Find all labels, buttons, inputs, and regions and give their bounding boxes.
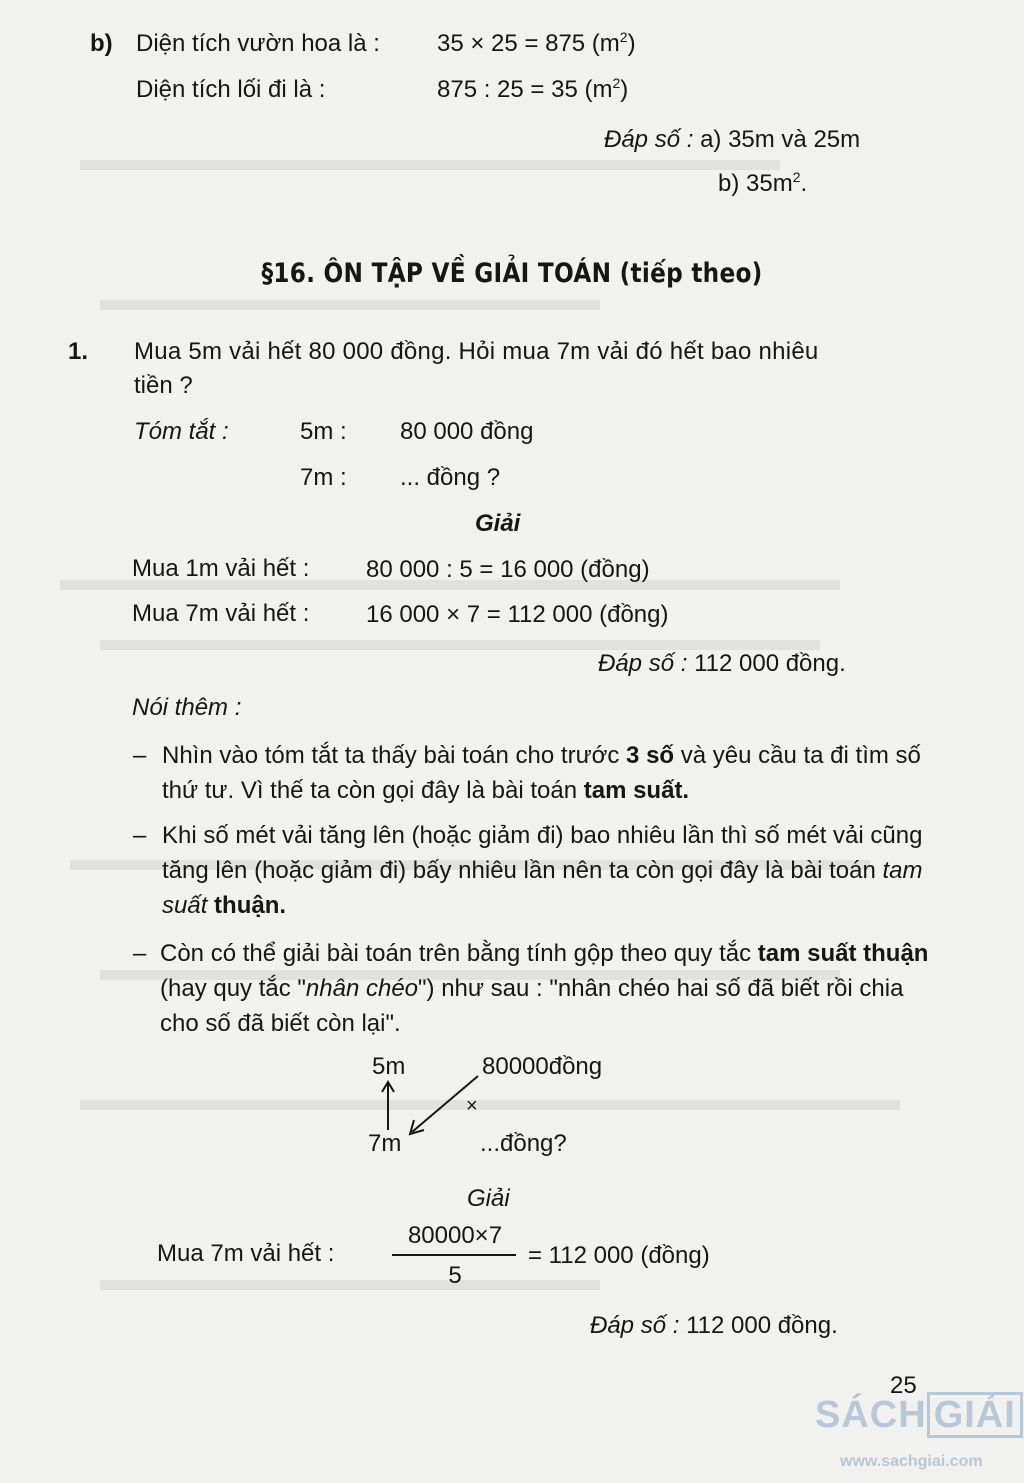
fraction-numerator: 80000×7: [407, 1222, 503, 1249]
diagram-cross-sign: ×: [466, 1095, 478, 1117]
fraction-denominator: 5: [448, 1262, 462, 1289]
flower-area-label: Diện tích vườn hoa là :: [136, 30, 380, 57]
prev-answer-a: Đáp số : a) 35m và 25m: [604, 126, 861, 153]
note3-dash: –: [133, 940, 147, 967]
fraction-bar: [392, 1254, 516, 1256]
summary-row1-right: 80 000 đồng: [400, 418, 534, 445]
path-area-expression: 875 : 25 = 35 $(m^2)$: [437, 75, 629, 103]
note2-dash: –: [133, 822, 147, 849]
note1-text: Nhìn vào tóm tắt ta thấy bài toán cho trước 3 số và yêu cầu ta đi tìm số thứ tư. Vì thế ta còn gọi đây là bài toán tam suất.: [162, 742, 921, 804]
problem-number: 1.: [68, 338, 89, 365]
summary-row1-left: 5m :: [300, 418, 347, 445]
flower-area-expression: 35 × 25 = 875 $(m^2)$: [437, 29, 636, 57]
summary-label: Tóm tắt :: [134, 418, 229, 445]
note2-text: Khi số mét vải tăng lên (hoặc giảm đi) bao nhiêu lần thì số mét vải cũng tăng lên (hoặc giảm đi) bấy nhiêu lần nên ta còn gọi đây là bài toán tam suất thuận.: [162, 822, 923, 919]
note3-text: Còn có thể giải bài toán trên bằng tính gộp theo quy tắc tam suất thuận (hay quy tắc "nhân chéo") như sau : "nhân chéo hai số đã biết rồi chia cho số đã biết còn lại".: [160, 940, 929, 1037]
part-b-label: b): [90, 30, 113, 57]
problem-question-line1: Mua 5m vải hết 80 000 đồng. Hỏi mua 7m vải đó hết bao nhiêu: [134, 338, 819, 365]
logo-url: www.sachgiai.com: [840, 1453, 983, 1470]
path-area-label: Diện tích lối đi là :: [136, 76, 326, 103]
solution-heading: Giải: [475, 510, 521, 537]
step1-expression: 80 000 : 5 = 16 000 (đồng): [366, 556, 650, 583]
diagram-bottom-right: ...đồng?: [480, 1130, 567, 1157]
diagram-top-right: 80000đồng: [482, 1053, 603, 1080]
problem-question-line2: tiền ?: [134, 372, 193, 399]
page-number: 25: [890, 1372, 917, 1399]
step2-expression: 16 000 × 7 = 112 000 (đồng): [366, 601, 669, 628]
problem1-answer: Đáp số : 112 000 đồng.: [598, 650, 846, 677]
section-title: §16. ÔN TẬP VỀ GIẢI TOÁN (tiếp theo): [261, 258, 763, 289]
summary-row2-left: 7m :: [300, 464, 347, 491]
notes-label: Nói thêm :: [132, 694, 242, 721]
solution2-answer: Đáp số : 112 000 đồng.: [590, 1312, 838, 1339]
diagram-top-left: 5m: [372, 1053, 406, 1080]
solution2-result: = 112 000 (đồng): [528, 1242, 710, 1269]
diagram-bottom-left: 7m: [368, 1130, 402, 1157]
summary-row2-right: ... đồng ?: [400, 464, 501, 491]
solution2-label: Mua 7m vải hết :: [157, 1240, 335, 1267]
note1-dash: –: [133, 742, 147, 769]
step1-label: Mua 1m vải hết :: [132, 555, 310, 582]
prev-answer-b: b) $35m^2$.: [718, 169, 808, 197]
sachgiai-logo: SÁCH GIẢI: [815, 1392, 1023, 1439]
diagram-arrows: [370, 1070, 490, 1140]
step2-label: Mua 7m vải hết :: [132, 600, 310, 627]
solution2-heading: Giải: [467, 1185, 510, 1212]
